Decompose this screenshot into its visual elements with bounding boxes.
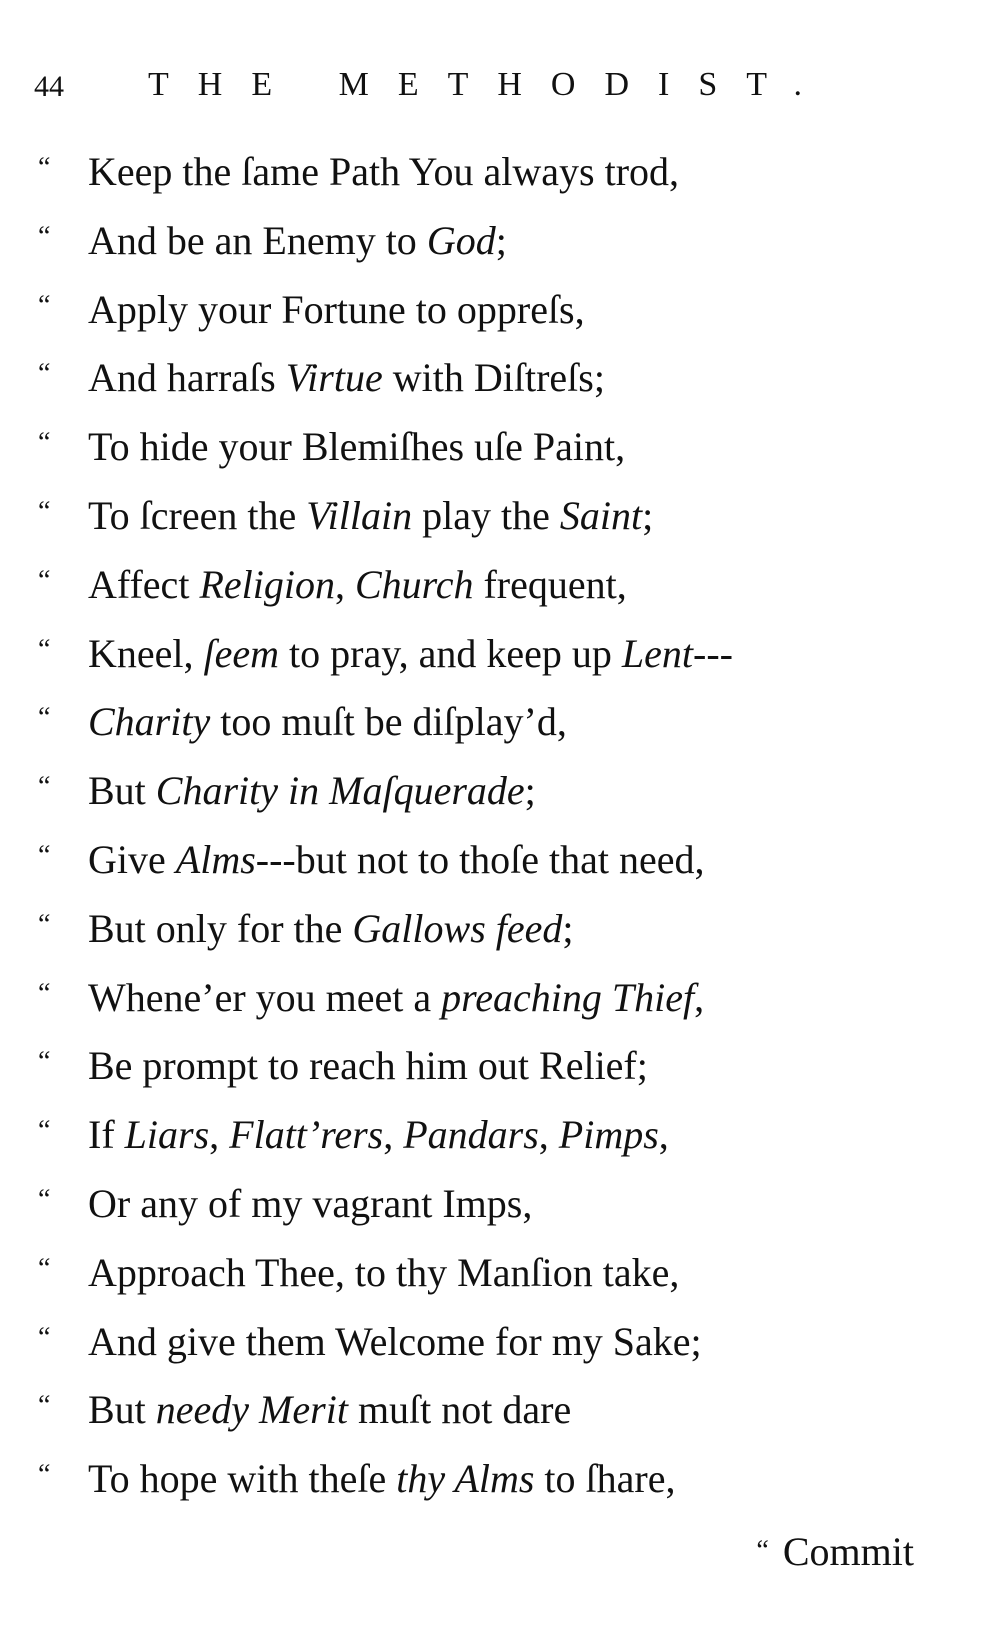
quote-mark: “ xyxy=(38,152,51,183)
italic-phrase: Lent xyxy=(621,630,694,676)
verse-text: , xyxy=(658,1112,669,1158)
verse-text: , xyxy=(383,1112,404,1158)
verse-text: If xyxy=(88,1112,125,1158)
verse-text: frequent, xyxy=(473,561,627,607)
quote-mark: “ xyxy=(38,771,51,803)
verse-line-text xyxy=(88,1101,669,1170)
verse-text: to ſhare, xyxy=(534,1456,676,1502)
verse-text: Affect xyxy=(88,561,200,607)
verse-line-text xyxy=(88,895,574,964)
verse-text: Approach Thee, to thy Manſion take, xyxy=(88,1249,680,1295)
catchword-text: Commit xyxy=(782,1529,914,1574)
verse-text: play the xyxy=(412,492,560,538)
italic-phrase: Villain xyxy=(306,492,413,538)
italic-phrase: Gallows feed xyxy=(352,905,563,951)
verse-line-text xyxy=(88,138,679,207)
verse-text: to pray, and keep up xyxy=(279,630,622,676)
quote-mark: “ xyxy=(38,1183,51,1215)
verse-text: ; xyxy=(562,905,574,951)
verse-line xyxy=(0,413,1000,482)
verse-text: muſt not dare xyxy=(347,1387,572,1433)
verse-text: Whene’er you meet a xyxy=(88,974,442,1020)
verse-line xyxy=(0,1170,1000,1239)
verse-line xyxy=(0,1239,1000,1308)
verse-text: But xyxy=(88,768,156,814)
verse-line-text xyxy=(88,207,507,276)
quote-mark: “ xyxy=(38,495,51,527)
verse-line-text xyxy=(88,1445,675,1514)
verse-text: ; xyxy=(495,217,507,263)
verse-line xyxy=(0,1445,1000,1514)
verse-text: To ſcreen the xyxy=(88,492,307,538)
verse-text: ; xyxy=(524,768,536,814)
verse-text: Give xyxy=(88,836,176,882)
verse-text: Be prompt to reach him out Relief; xyxy=(88,1043,648,1089)
italic-phrase: Saint xyxy=(559,492,643,538)
verse-line-text xyxy=(88,482,653,551)
verse-line-text xyxy=(88,826,705,895)
verse-line xyxy=(0,482,1000,551)
quote-mark: “ xyxy=(38,564,51,596)
quote-mark: “ xyxy=(38,289,51,321)
verse-line xyxy=(0,964,1000,1033)
italic-phrase: Pandars xyxy=(403,1112,539,1158)
verse-text: , xyxy=(538,1112,559,1158)
italic-phrase: Virtue xyxy=(285,355,383,401)
italic-phrase: Religion xyxy=(199,561,335,607)
verse-text: And harraſs xyxy=(88,355,286,401)
italic-phrase: God xyxy=(426,217,496,263)
italic-phrase: preaching Thief xyxy=(441,974,695,1020)
verse-text: too muſt be diſplay’d, xyxy=(210,699,567,745)
verse-line xyxy=(0,207,1000,276)
quote-mark: “ xyxy=(38,977,51,1009)
verse-line-text xyxy=(88,344,605,413)
italic-phrase: thy Alms xyxy=(396,1456,535,1502)
verse-text: And be an Enemy to xyxy=(88,217,427,263)
verse-text: To hope with theſe xyxy=(88,1456,397,1502)
verse-line-text xyxy=(88,688,567,757)
verse-text: To hide your Blemiſhes uſe Paint, xyxy=(88,424,626,470)
verse-block xyxy=(0,138,1000,1514)
verse-line xyxy=(0,757,1000,826)
verse-line-text xyxy=(88,1239,679,1308)
catchword-quote-mark: “ xyxy=(756,1535,769,1566)
quote-mark: “ xyxy=(38,839,51,871)
quote-mark: “ xyxy=(38,702,51,734)
italic-phrase: Church xyxy=(354,561,474,607)
verse-text: But xyxy=(88,1387,156,1433)
verse-line-text xyxy=(88,551,627,620)
verse-line-text xyxy=(88,413,625,482)
verse-text: Apply your Fortune to oppreſs, xyxy=(88,286,585,332)
quote-mark: “ xyxy=(38,633,51,665)
italic-phrase: Charity in Maſquerade xyxy=(155,768,525,814)
quote-mark: “ xyxy=(38,1252,51,1284)
verse-line-text xyxy=(88,1170,532,1239)
verse-text: with Diſtreſs; xyxy=(382,355,605,401)
quote-mark: “ xyxy=(38,1459,51,1491)
verse-line xyxy=(0,1308,1000,1377)
verse-text: Keep the ſame Path You always trod, xyxy=(88,149,680,194)
italic-phrase: Liars xyxy=(124,1112,210,1158)
verse-line xyxy=(0,1376,1000,1445)
italic-phrase: Charity xyxy=(88,699,211,745)
running-title: THE METHODIST. xyxy=(148,66,831,103)
verse-text: Or any of my vagrant Imps, xyxy=(88,1180,533,1226)
verse-line-text xyxy=(88,1376,571,1445)
verse-line-text xyxy=(88,964,704,1033)
quote-mark: “ xyxy=(38,908,51,940)
verse-text: , xyxy=(209,1112,230,1158)
quote-mark: “ xyxy=(38,1390,51,1422)
verse-line-text xyxy=(88,1032,648,1101)
verse-text: --- xyxy=(693,630,733,676)
verse-line xyxy=(0,344,1000,413)
italic-phrase: Alms xyxy=(175,836,256,882)
verse-text: And give them Welcome for my Sake; xyxy=(88,1318,702,1364)
page-number: 44 xyxy=(34,70,64,103)
verse-line-text xyxy=(88,757,536,826)
verse-line xyxy=(0,276,1000,345)
quote-mark: “ xyxy=(38,1115,51,1147)
verse-line xyxy=(0,620,1000,689)
catchword xyxy=(756,1528,914,1575)
verse-line-text xyxy=(88,1308,702,1377)
verse-line xyxy=(0,826,1000,895)
italic-phrase: Pimps xyxy=(558,1112,659,1158)
italic-phrase: Flatt’rers xyxy=(229,1112,384,1158)
verse-line-text xyxy=(88,276,585,345)
quote-mark: “ xyxy=(38,427,51,459)
verse-text: Kneel, xyxy=(88,630,204,676)
quote-mark: “ xyxy=(38,220,51,252)
verse-line xyxy=(0,1032,1000,1101)
quote-mark: “ xyxy=(38,358,51,390)
verse-text: ; xyxy=(642,492,654,538)
verse-text: ---but not to thoſe that need, xyxy=(255,836,705,882)
italic-phrase: ſeem xyxy=(203,630,280,676)
quote-mark: “ xyxy=(38,1046,51,1078)
verse-line xyxy=(0,688,1000,757)
verse-text: But only for the xyxy=(88,905,353,951)
verse-line xyxy=(0,138,1000,207)
verse-line xyxy=(0,551,1000,620)
verse-text: , xyxy=(334,561,355,607)
verse-line xyxy=(0,895,1000,964)
verse-text: , xyxy=(694,974,705,1020)
verse-line-text xyxy=(88,620,733,689)
verse-line xyxy=(0,1101,1000,1170)
quote-mark: “ xyxy=(38,1321,51,1353)
italic-phrase: needy Merit xyxy=(155,1387,348,1433)
